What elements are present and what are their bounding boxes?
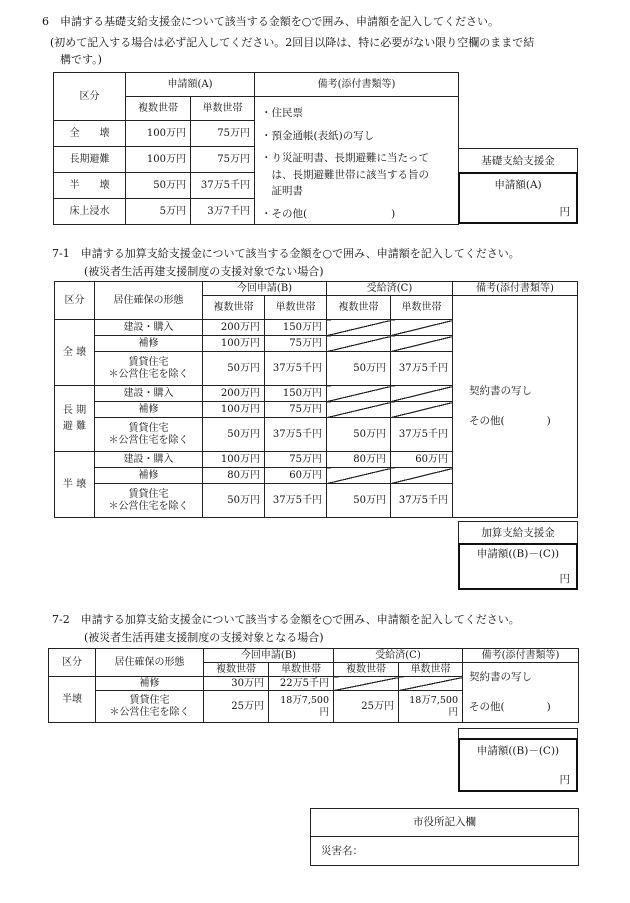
- sec71-received-multi-na: [327, 386, 391, 402]
- sec71-header-received-multi: 複数世帯: [327, 296, 391, 320]
- sec72-header-form: 居住確保の形態: [96, 649, 204, 677]
- sec71-current-single[interactable]: 75万円: [265, 402, 327, 418]
- sec72-form: 賃貸住宅 ＊公営住宅を除く: [96, 691, 204, 723]
- sec72-header-remarks: 備考(添付書類等): [463, 649, 579, 663]
- sec72-received-multi[interactable]: 25万円: [334, 691, 399, 723]
- sec72-received-single-na: [399, 677, 463, 691]
- sec71-received-multi-na: [327, 336, 391, 352]
- sec71-group-label: 全 壊: [55, 320, 95, 386]
- sec71-current-multi[interactable]: 100万円: [203, 452, 265, 468]
- sec71-side-title-box: [458, 521, 578, 545]
- sec6-single-value[interactable]: 75万円: [191, 147, 255, 173]
- remark-certificate-1: ・り災証明書、長期避難に当たって: [261, 152, 429, 164]
- sec6-row-label: 床上浸水: [54, 199, 126, 225]
- sec71-amount-label: 申請額((B)－(C)): [476, 548, 560, 560]
- remark-passbook: ・預金通帳(表紙)の写し: [261, 129, 375, 142]
- office-use-box: [310, 808, 579, 866]
- sec72-header-received: 受給済(C): [334, 649, 463, 663]
- sec71-received-single[interactable]: 37万5千円: [391, 352, 453, 386]
- sec6-multi-value[interactable]: 100万円: [126, 121, 191, 147]
- sec6-row-label: 半 壊: [54, 173, 126, 199]
- sec72-header-current-single: 単数世帯: [269, 663, 334, 677]
- sec71-form: 賃貸住宅 ＊公営住宅を除く: [95, 352, 203, 386]
- sec71-form: 賃貸住宅 ＊公営住宅を除く: [95, 484, 203, 518]
- sec72-table: [48, 648, 579, 723]
- sec6-header-amount: 申請額(A): [126, 73, 255, 97]
- sec71-group-label: 長 期 避 難: [55, 386, 95, 452]
- sec6-single-value[interactable]: 3万7千円: [191, 199, 255, 225]
- sec71-received-single[interactable]: 37万5千円: [391, 484, 453, 518]
- sec71-current-multi[interactable]: 50万円: [203, 418, 265, 452]
- remark-certificate-2: は、長期避難世帯に該当する旨の: [261, 168, 429, 181]
- sec71-form: 補修: [95, 402, 203, 418]
- sec71-current-single[interactable]: 75万円: [265, 336, 327, 352]
- sec71-subtitle: (被災者生活再建支援制度の支援対象でない場合): [84, 265, 324, 278]
- sec72-header-current: 今回申請(B): [204, 649, 334, 663]
- sec71-received-multi[interactable]: 50万円: [327, 418, 391, 452]
- sec6-table: [53, 72, 459, 225]
- sec6-amount-label: 申請額(A): [494, 179, 542, 191]
- sec6-note-line1: (初めて記入する場合は必ず記入してください。2回目以降は、特に必要がない限り空欄のままで結: [50, 36, 535, 49]
- sec71-received-single-na: [391, 320, 453, 336]
- sec71-table: [54, 281, 578, 518]
- sec6-amount-unit: 円: [559, 206, 570, 218]
- sec71-current-multi[interactable]: 200万円: [203, 386, 265, 402]
- sec6-note-line2: 構です。): [60, 53, 102, 66]
- sec72-amount-label: 申請額((B)－(C)): [476, 745, 560, 757]
- sec72-header-current-multi: 複数世帯: [204, 663, 269, 677]
- sec72-form: 補修: [96, 677, 204, 691]
- sec71-header-form: 居住確保の形態: [95, 282, 203, 320]
- sec71-current-multi[interactable]: 80万円: [203, 468, 265, 484]
- sec6-multi-value[interactable]: 5万円: [126, 199, 191, 225]
- sec72-current-multi[interactable]: 30万円: [204, 677, 269, 691]
- sec72-remark-other: その他( ): [469, 701, 551, 713]
- sec6-title: 6 申請する基礎支給支援金について該当する金額を○で囲み、申請額を記入してください。: [42, 15, 500, 28]
- sec6-header-remarks: 備考(添付書類等): [255, 73, 459, 97]
- sec72-amount-unit: 円: [559, 774, 570, 786]
- sec6-remarks-cell: [255, 97, 459, 225]
- sec72-remark-contract: 契約書の写し: [469, 671, 532, 683]
- sec71-remark-other: その他( ): [469, 415, 551, 427]
- sec71-received-single-na: [391, 386, 453, 402]
- sec6-amount-box[interactable]: [458, 172, 578, 224]
- sec6-side-title: 基礎支給支援金: [481, 155, 555, 167]
- sec71-form: 賃貸住宅 ＊公営住宅を除く: [95, 418, 203, 452]
- sec71-received-single[interactable]: 37万5千円: [391, 418, 453, 452]
- sec71-form: 建設・購入: [95, 320, 203, 336]
- sec72-current-single[interactable]: 22万5千円: [269, 677, 334, 691]
- sec72-header-received-multi: 複数世帯: [334, 663, 399, 677]
- sec71-header-received-single: 単数世帯: [391, 296, 453, 320]
- sec71-form: 補修: [95, 336, 203, 352]
- sec71-header-current: 今回申請(B): [203, 282, 327, 296]
- sec71-header-kubun: 区分: [55, 282, 95, 320]
- sec71-current-single[interactable]: 75万円: [265, 452, 327, 468]
- sec71-received-multi-na: [327, 320, 391, 336]
- sec6-side-title-box: [458, 148, 578, 174]
- sec71-received-multi[interactable]: 50万円: [327, 484, 391, 518]
- sec72-current-multi[interactable]: 25万円: [204, 691, 269, 723]
- sec6-multi-value[interactable]: 100万円: [126, 147, 191, 173]
- sec72-title: 7-2 申請する加算支給支援金について該当する金額を○で囲み、申請額を記入してください。: [52, 613, 520, 626]
- sec72-received-multi-na: [334, 677, 399, 691]
- sec71-header-received: 受給済(C): [327, 282, 453, 296]
- sec71-current-multi[interactable]: 50万円: [203, 484, 265, 518]
- sec72-received-single[interactable]: 18万7,500円: [399, 691, 463, 723]
- remark-other: ・その他( ): [261, 207, 396, 220]
- sec72-current-single[interactable]: 18万7,500円: [269, 691, 334, 723]
- sec71-current-multi[interactable]: 200万円: [203, 320, 265, 336]
- sec71-received-multi-na: [327, 468, 391, 484]
- sec71-header-current-single: 単数世帯: [265, 296, 327, 320]
- sec71-current-multi[interactable]: 50万円: [203, 352, 265, 386]
- sec71-group-label: 半 壊: [55, 452, 95, 518]
- office-disaster-label[interactable]: 災害名：: [321, 845, 363, 857]
- sec71-header-current-multi: 複数世帯: [203, 296, 265, 320]
- sec6-header-single: 単数世帯: [191, 97, 255, 121]
- sec6-single-value[interactable]: 75万円: [191, 121, 255, 147]
- sec71-received-single-na: [391, 336, 453, 352]
- sec71-current-multi[interactable]: 100万円: [203, 402, 265, 418]
- sec71-current-single[interactable]: 150万円: [265, 386, 327, 402]
- sec71-received-multi-na: [327, 402, 391, 418]
- sec6-multi-value[interactable]: 50万円: [126, 173, 191, 199]
- sec72-amount-box[interactable]: [458, 738, 578, 792]
- sec71-remarks-cell: [453, 296, 578, 518]
- sec71-side-title: 加算支給支援金: [481, 527, 555, 539]
- remark-certificate-3: 証明書: [261, 185, 303, 197]
- sec71-current-single[interactable]: 37万5千円: [265, 352, 327, 386]
- sec71-current-multi[interactable]: 100万円: [203, 336, 265, 352]
- sec71-current-single[interactable]: 37万5千円: [265, 418, 327, 452]
- sec71-form: 補修: [95, 468, 203, 484]
- sec72-subtitle: (被災者生活再建支援制度の支援対象となる場合): [84, 631, 324, 644]
- sec72-header-kubun: 区分: [49, 649, 96, 677]
- sec71-remark-contract: 契約書の写し: [469, 385, 532, 397]
- sec71-received-multi[interactable]: 50万円: [327, 352, 391, 386]
- sec6-header-kubun: 区分: [54, 73, 126, 121]
- sec6-header-multi: 複数世帯: [126, 97, 191, 121]
- sec6-single-value[interactable]: 37万5千円: [191, 173, 255, 199]
- sec72-header-received-single: 単数世帯: [399, 663, 463, 677]
- sec72-group-label: 半壊: [49, 677, 96, 723]
- office-use-title: 市役所記入欄: [311, 809, 578, 837]
- sec71-form: 建設・購入: [95, 386, 203, 402]
- sec71-received-single[interactable]: 60万円: [391, 452, 453, 468]
- sec71-current-single[interactable]: 37万5千円: [265, 484, 327, 518]
- sec71-received-multi[interactable]: 80万円: [327, 452, 391, 468]
- sec71-amount-unit: 円: [559, 573, 570, 585]
- sec71-received-single-na: [391, 402, 453, 418]
- sec71-form: 建設・購入: [95, 452, 203, 468]
- sec71-current-single[interactable]: 60万円: [265, 468, 327, 484]
- remark-juminhyo: ・住民票: [261, 107, 303, 119]
- sec71-header-remarks: 備考(添付書類等): [453, 282, 578, 296]
- sec71-amount-box[interactable]: [458, 543, 578, 590]
- sec6-row-label: 全 壊: [54, 121, 126, 147]
- sec71-received-single-na: [391, 468, 453, 484]
- sec71-current-single[interactable]: 150万円: [265, 320, 327, 336]
- sec72-remarks-cell: [463, 663, 579, 723]
- sec6-row-label: 長期避難: [54, 147, 126, 173]
- sec71-title: 7-1 申請する加算支給支援金について該当する金額を○で囲み、申請額を記入してください。: [52, 247, 520, 260]
